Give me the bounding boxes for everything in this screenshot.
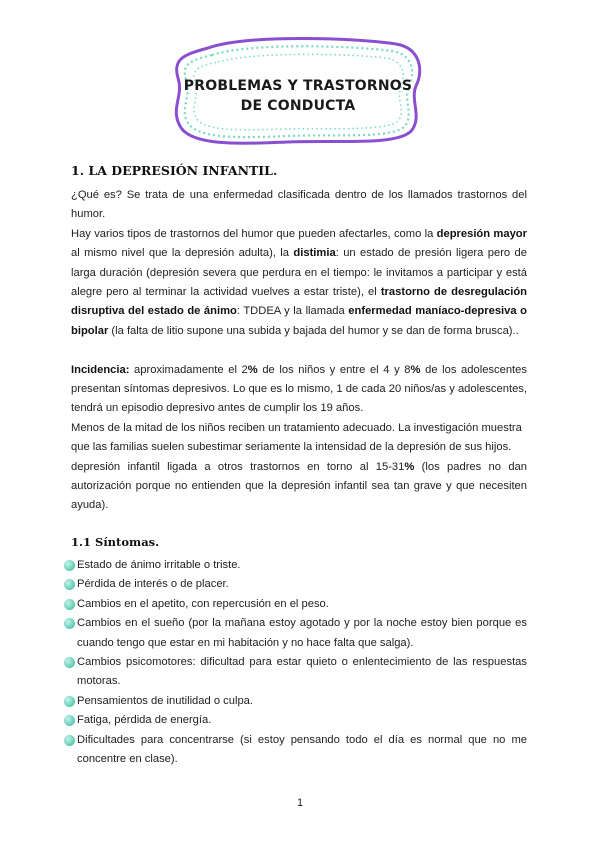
list-item (64, 556, 527, 575)
list-item (64, 575, 527, 594)
list-item-text: Cambios en el apetito, con repercusión en el peso. (77, 597, 329, 610)
text-span: (la falta de litio supone una subida y bajada del humor y se dan de forma brusca).. (108, 324, 519, 337)
bold-term: trastorno de desregulación disruptiva del estado de ánimo (71, 286, 528, 318)
title-banner (168, 30, 428, 150)
list-item (64, 692, 527, 711)
page-number: 1 (296, 797, 304, 809)
text-span: Hay varios tipos de trastornos del humor que pueden afectarles, como la (71, 227, 437, 240)
bullet-icon (64, 599, 75, 610)
list-item-text: Pensamientos de inutilidad o culpa. (77, 694, 254, 707)
document-title (168, 76, 428, 116)
list-item-text: Estado de ánimo irritable o triste. (77, 559, 241, 571)
bold-term: Incidencia: (71, 363, 130, 376)
text-span: aproximadamente el 2 (129, 363, 248, 376)
list-item (64, 595, 527, 614)
list-item-text: Dificultades para concentrarse (si estoy pensando todo el día es normal que no me concentre en clase). (77, 733, 527, 766)
bullet-icon (64, 735, 75, 746)
list-item (64, 731, 527, 770)
text-span: (los padres no dan autorización porque no entienden que la depresión infantil sea tan grave y que necesiten ayuda). (71, 460, 527, 512)
list-item (64, 711, 527, 730)
list-item (64, 653, 527, 692)
bold-term: enfermedad maníaco-depresiva o bipolar (71, 305, 527, 337)
list-item-text: Fatiga, pérdida de energía. (77, 714, 212, 727)
paragraph-tratamiento: Menos de la mitad de los niños reciben un tratamiento adecuado. La investigación muestra que las familias suelen subestimar seriamente la intensidad de la depresión de sus hijos. (71, 421, 522, 454)
text-span: de los adolescentes presentan síntomas depresivos. Lo que es lo mismo, 1 de cada 20 niños/as y adolescentes, tendrá un episodio depresivo antes de cumplir los 19 años. (71, 363, 527, 415)
title-line-2: DE CONDUCTA (240, 98, 356, 114)
bold-term: % (247, 363, 258, 376)
bullet-icon (64, 715, 75, 726)
title-line-1: PROBLEMAS Y TRASTORNOS (183, 78, 413, 94)
blank-line (71, 341, 527, 360)
bold-term: % (410, 363, 421, 376)
text-span: : TDDEA y la llamada (236, 305, 349, 318)
bullet-icon (64, 657, 75, 668)
list-item-text: Cambios en el sueño (por la mañana estoy agotado y por la noche estoy bien porque es cuando tengo que estar en mi habitación y no hace falta que salga). (77, 617, 527, 649)
paragraph-otros-trastornos (71, 458, 527, 516)
bullet-icon (64, 579, 75, 590)
paragraph-incidencia (71, 361, 527, 419)
paragraph-que-es: ¿Qué es? Se trata de una enfermedad clasificada dentro de los llamados trastornos del humor. (71, 189, 527, 221)
bullet-icon (64, 618, 75, 629)
section-body (71, 186, 527, 516)
bold-term: distimia (293, 247, 336, 260)
section-heading-sintomas: 1.1 Síntomas. (71, 535, 160, 549)
bullet-icon (64, 696, 75, 707)
text-span: de los niños y entre el 4 y 8 (257, 363, 411, 376)
list-item-text: Pérdida de interés o de placer. (77, 578, 229, 591)
paragraph-tipos (71, 225, 527, 341)
list-item (64, 614, 527, 653)
symptom-list (64, 556, 527, 769)
bullet-icon (64, 560, 75, 571)
list-item-text: Cambios psicomotores: dificultad para estar quieto o enlentecimiento de las respuestas motoras. (77, 656, 527, 688)
text-span: al mismo nivel que la depresión adulta), la (71, 247, 294, 260)
text-span: : un estado de presión ligera pero de larga duración (depresión severa que perdura en el tiempo: le invitamos a participar y está alegre pero al terminar la actividad vuelves a estar triste), el (71, 247, 528, 299)
section-heading-depresion: 1. LA DEPRESIÓN INFANTIL. (71, 163, 278, 178)
bold-term: % (404, 460, 415, 473)
bold-term: depresión mayor (436, 227, 527, 240)
text-span: depresión infantil ligada a otros trastornos en torno al 15-31 (71, 460, 405, 473)
